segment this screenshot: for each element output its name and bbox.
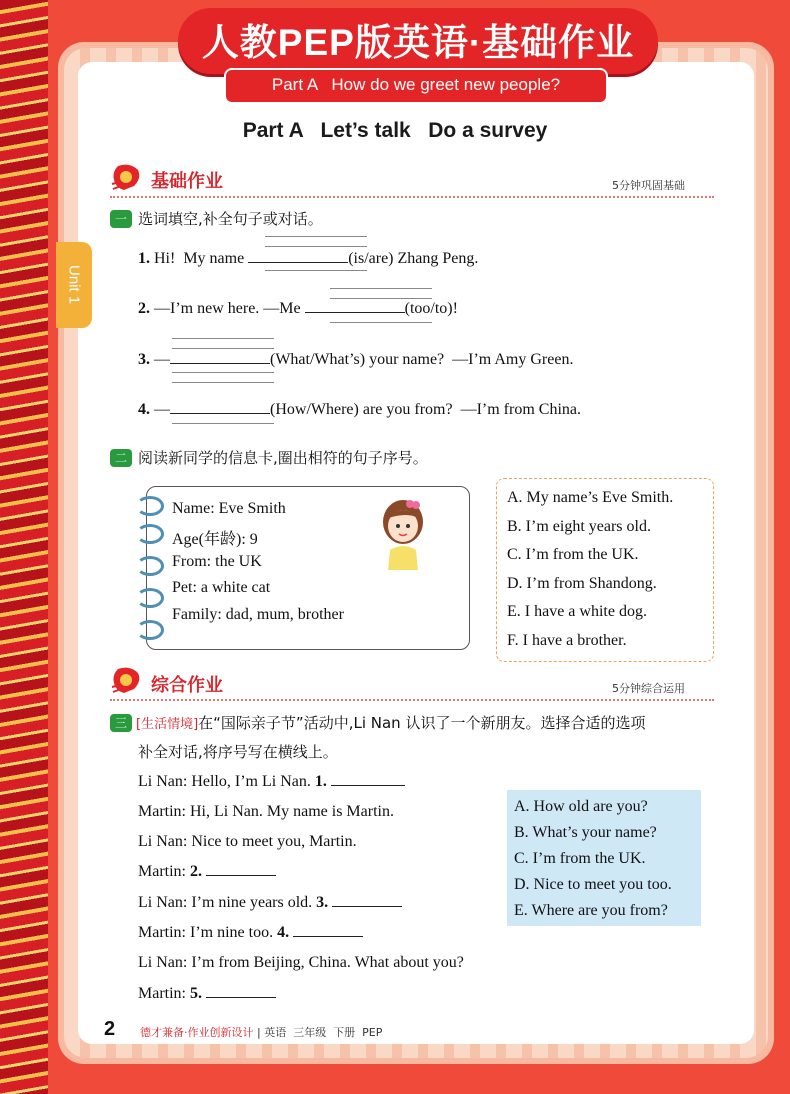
option-c: C. I’m from the UK. <box>514 850 646 867</box>
card-age: Age(年龄): 9 <box>172 531 258 548</box>
context-tag: [生活情境] <box>136 717 199 732</box>
card-pet: Pet: a white cat <box>172 579 271 596</box>
dialogue-line: Li Nan: Nice to meet you, Martin. <box>138 833 357 850</box>
unit-tab-label: Unit 1 <box>65 265 83 305</box>
binder-ring-icon <box>136 556 164 576</box>
answer-blank[interactable] <box>293 936 363 937</box>
answer-blank[interactable] <box>170 363 270 364</box>
dialogue-line: Martin: 2. <box>138 863 276 881</box>
exercise-badge: 一 <box>110 210 132 228</box>
option-e: E. Where are you from? <box>514 902 668 919</box>
dialogue-line: Li Nan: Hello, I’m Li Nan. 1. <box>138 773 405 791</box>
exercise-3-instruction-cont: 补全对话,将序号写在横线上。 <box>138 743 338 761</box>
footer-info: 德才兼备·作业创新设计 | 英语 三年级 下册 PEP <box>140 1026 383 1039</box>
handwriting-guide <box>172 372 274 392</box>
question-2: 2. —I’m new here. —Me (too/to)! <box>138 300 458 317</box>
dialogue-line: Li Nan: I’m from Beijing, China. What about you? <box>138 954 464 971</box>
hand-icon <box>110 665 144 697</box>
section-comprehensive-note: 5分钟综合运用 <box>612 682 685 695</box>
girl-illustration <box>378 496 428 570</box>
exercise-2-instruction: 阅读新同学的信息卡,圈出相符的句子序号。 <box>138 449 428 467</box>
answer-blank[interactable] <box>170 413 270 414</box>
exercise-badge: 二 <box>110 449 132 467</box>
section-basic-note: 5分钟巩固基础 <box>612 179 685 192</box>
exercise-1-instruction: 选词填空,补全句子或对话。 <box>138 210 323 228</box>
answer-blank[interactable] <box>332 906 402 907</box>
page-title: 人教PEP版英语·基础作业 <box>201 22 635 63</box>
option-b: B. I’m eight years old. <box>507 518 651 535</box>
card-from: From: the UK <box>172 553 262 570</box>
option-e: E. I have a white dog. <box>507 603 647 620</box>
binder-ring-icon <box>136 524 164 544</box>
page-number: 2 <box>104 1018 116 1040</box>
exercise-3-instruction: [生活情境]在“国际亲子节”活动中,Li Nan 认识了一个新朋友。选择合适的选项 <box>136 714 646 732</box>
handwriting-guide <box>172 423 274 433</box>
section-divider <box>110 699 714 701</box>
part-heading: Part A Let’s talk Do a survey <box>242 119 548 142</box>
dialogue-line: Martin: 5. <box>138 985 276 1003</box>
option-d: D. I’m from Shandong. <box>507 575 657 592</box>
option-c: C. I’m from the UK. <box>507 546 639 563</box>
binder-ring-icon <box>136 588 164 608</box>
card-name: Name: Eve Smith <box>172 500 286 517</box>
decorative-ribbon <box>0 0 48 1094</box>
answer-blank[interactable] <box>206 875 276 876</box>
section-basic-title: 基础作业 <box>151 171 223 192</box>
option-a: A. My name’s Eve Smith. <box>507 489 674 506</box>
binder-ring-icon <box>136 496 164 516</box>
option-a: A. How old are you? <box>514 798 648 815</box>
dialogue-line: Martin: Hi, Li Nan. My name is Martin. <box>138 803 394 820</box>
hand-icon <box>110 162 144 194</box>
answer-blank[interactable] <box>331 785 405 786</box>
handwriting-guide <box>330 322 432 332</box>
answer-blank[interactable] <box>248 262 348 263</box>
section-comprehensive-title: 综合作业 <box>151 675 223 696</box>
dialogue-line: Li Nan: I’m nine years old. 3. <box>138 894 402 912</box>
exercise-badge: 三 <box>110 714 132 732</box>
binder-ring-icon <box>136 620 164 640</box>
option-f: F. I have a brother. <box>507 632 627 649</box>
option-d: D. Nice to meet you too. <box>514 876 672 893</box>
question-4: 4. — (How/Where) are you from? —I’m from China. <box>138 401 581 418</box>
section-divider <box>110 196 714 198</box>
dialogue-line: Martin: I’m nine too. 4. <box>138 924 363 942</box>
answer-blank[interactable] <box>305 312 405 313</box>
page-subtitle: Part A How do we greet new people? <box>271 75 561 94</box>
answer-blank[interactable] <box>206 997 276 998</box>
option-b: B. What’s your name? <box>514 824 657 841</box>
question-3: 3. — (What/What’s) your name? —I’m Amy Green. <box>138 351 574 368</box>
question-1: 1. Hi! My name (is/are) Zhang Peng. <box>138 250 479 267</box>
handwriting-guide <box>265 270 367 280</box>
card-family: Family: dad, mum, brother <box>172 606 344 623</box>
